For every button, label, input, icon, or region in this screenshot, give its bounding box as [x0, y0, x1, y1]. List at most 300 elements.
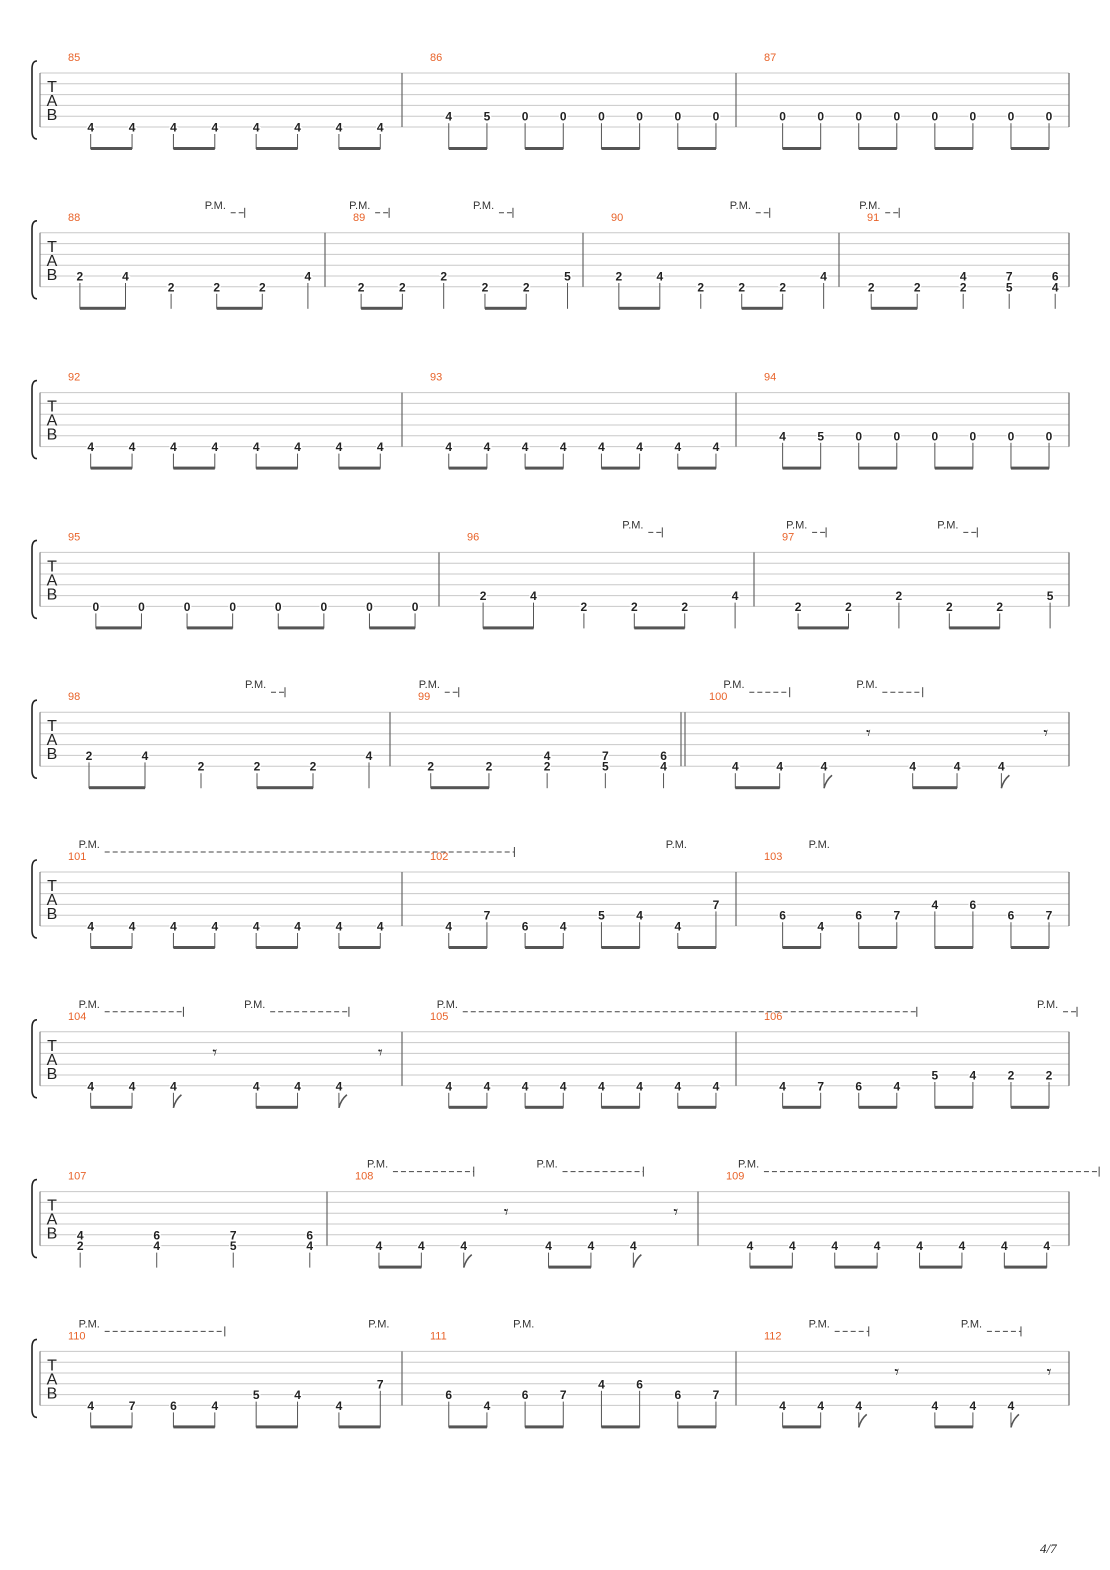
- fret-number: 0: [1045, 429, 1053, 444]
- palm-mute-label: P.M.: [349, 199, 371, 212]
- fret-number: 4: [170, 440, 177, 455]
- fret-number: 2: [945, 599, 953, 614]
- fret-number: 0: [931, 429, 939, 444]
- fret-number: 0: [855, 109, 863, 124]
- beam: [678, 946, 716, 949]
- note-flag: [1011, 1414, 1019, 1427]
- fret-number: 4: [521, 440, 529, 455]
- fret-number: 4: [636, 440, 643, 455]
- fret-number: 6: [855, 908, 863, 923]
- beam: [783, 147, 821, 150]
- measure-number: 95: [68, 531, 81, 544]
- palm-mute-label: P.M.: [536, 1158, 558, 1171]
- note-flag: [859, 1414, 867, 1427]
- fret-number: 2: [845, 599, 852, 614]
- fret-number: 4: [252, 120, 260, 135]
- tab-system: [32, 1318, 1069, 1428]
- fret-number: 4: [656, 269, 664, 284]
- fret-number: 7: [1045, 908, 1053, 923]
- beam: [601, 467, 639, 470]
- measure-number: 105: [430, 1010, 449, 1023]
- measure-number: 91: [867, 211, 880, 224]
- palm-mute-label: P.M.: [244, 998, 266, 1011]
- beam: [173, 946, 214, 949]
- fret-number: 4: [252, 440, 260, 455]
- fret-number: 4: [211, 1398, 219, 1413]
- fret-number: 6: [445, 1388, 453, 1403]
- fret-number: 0: [817, 109, 825, 124]
- measure-number: 108: [355, 1170, 374, 1183]
- fret-number: 2: [253, 759, 261, 774]
- fret-number: 4: [211, 120, 219, 135]
- beam: [256, 147, 297, 150]
- tab-clef-letter: A: [46, 1371, 58, 1389]
- fret-number: 4: [211, 440, 219, 455]
- beam: [485, 307, 526, 310]
- fret-number: 5: [564, 269, 571, 284]
- tab-system: [32, 1159, 1099, 1269]
- fret-number: 4: [817, 1398, 825, 1413]
- fret-number: 4: [820, 269, 827, 284]
- fret-number: 4: [712, 440, 720, 455]
- fret-number: 4: [128, 919, 136, 934]
- fret-number: 0: [183, 599, 191, 614]
- fret-number: 4: [376, 440, 384, 455]
- palm-mute-label: P.M.: [937, 519, 959, 532]
- fret-number: 4: [122, 269, 129, 284]
- fret-number: 4: [817, 919, 825, 934]
- tab-clef-letter: T: [47, 1197, 57, 1215]
- beam: [449, 147, 487, 150]
- fret-number: 6: [306, 1228, 314, 1243]
- fret-number: 4: [445, 440, 453, 455]
- measure-number: 85: [68, 52, 81, 64]
- fret-number: 4: [629, 1239, 637, 1254]
- fret-number: 4: [916, 1239, 923, 1254]
- fret-number: 4: [674, 440, 682, 455]
- beam: [449, 1425, 487, 1428]
- fret-number: 2: [1007, 1068, 1015, 1083]
- fret-number: 6: [521, 1388, 529, 1403]
- fret-number: 5: [252, 1388, 260, 1403]
- tab-clef-letter: B: [46, 1065, 58, 1083]
- system-bracket: [32, 61, 37, 139]
- beam: [935, 1106, 973, 1109]
- fret-number: 2: [738, 280, 746, 295]
- fret-number: 2: [522, 280, 530, 295]
- fret-number: 4: [779, 429, 786, 444]
- beam: [525, 1106, 563, 1109]
- note-flag: [824, 775, 832, 788]
- page-number: 4/7: [1040, 1541, 1057, 1556]
- fret-number: 4: [779, 1079, 786, 1094]
- beam: [935, 147, 973, 150]
- fret-number: 4: [959, 269, 967, 284]
- measure-number: 101: [68, 851, 87, 863]
- fret-number: 4: [559, 1079, 567, 1094]
- tab-clef-letter: A: [46, 252, 58, 270]
- fret-number: 7: [229, 1228, 237, 1243]
- fret-number: 4: [958, 1239, 966, 1254]
- fret-number: 4: [483, 1398, 491, 1413]
- tab-clef-letter: A: [46, 1051, 58, 1069]
- fret-number: 5: [931, 1068, 939, 1083]
- palm-mute-label: P.M.: [418, 679, 440, 692]
- beam: [783, 1425, 821, 1428]
- fret-number: 2: [258, 280, 266, 295]
- fret-number: 4: [969, 1068, 977, 1083]
- beam: [678, 147, 716, 150]
- tab-clef-letter: T: [47, 238, 57, 256]
- fret-number: 4: [674, 1079, 682, 1094]
- fret-number: 4: [598, 1377, 605, 1392]
- fret-number: 4: [712, 1079, 720, 1094]
- beam: [96, 626, 142, 629]
- palm-mute-label: P.M.: [78, 1318, 100, 1331]
- beam: [1011, 467, 1049, 470]
- palm-mute-label: P.M.: [665, 839, 687, 851]
- fret-number: 2: [615, 269, 623, 284]
- eighth-rest-icon: 𝄾: [673, 1202, 679, 1224]
- beam: [256, 946, 297, 949]
- fret-number: 4: [1043, 1239, 1051, 1254]
- beam: [449, 467, 487, 470]
- note-flag: [1001, 775, 1009, 788]
- beam: [173, 147, 214, 150]
- beam: [750, 1266, 792, 1269]
- note-flag: [633, 1255, 641, 1268]
- beam: [173, 1425, 214, 1428]
- beam: [859, 147, 897, 150]
- palm-mute-label: P.M.: [245, 679, 267, 692]
- fret-number: 0: [712, 109, 720, 124]
- fret-number: 4: [969, 1398, 977, 1413]
- beam: [91, 946, 132, 949]
- fret-number: 4: [304, 269, 312, 284]
- beam: [783, 1106, 821, 1109]
- beam: [187, 626, 233, 629]
- beam: [678, 1106, 716, 1109]
- fret-number: 4: [953, 759, 961, 774]
- fret-number: 4: [559, 440, 567, 455]
- fret-number: 4: [335, 1398, 343, 1413]
- measure-number: 93: [430, 371, 443, 384]
- fret-number: 4: [1007, 1398, 1015, 1413]
- fret-number: 4: [460, 1239, 468, 1254]
- fret-number: 6: [1007, 908, 1015, 923]
- fret-number: 4: [376, 919, 384, 934]
- tab-clef-letter: T: [47, 718, 57, 736]
- system-bracket: [32, 1020, 37, 1098]
- fret-number: 0: [320, 599, 328, 614]
- tab-clef-letter: A: [46, 732, 58, 750]
- fret-number: 7: [893, 908, 901, 923]
- fret-number: 4: [306, 1239, 314, 1254]
- fret-number: 4: [559, 919, 567, 934]
- measure-number: 107: [68, 1170, 87, 1183]
- beam: [835, 1266, 877, 1269]
- fret-number: 7: [376, 1377, 384, 1392]
- fret-number: 0: [559, 109, 567, 124]
- tab-clef-letter: T: [47, 1357, 57, 1375]
- palm-mute-label: P.M.: [1037, 998, 1059, 1011]
- beam: [217, 307, 263, 310]
- fret-number: 4: [731, 759, 739, 774]
- measure-number: 90: [611, 211, 624, 224]
- beam: [173, 467, 214, 470]
- fret-number: 0: [893, 429, 901, 444]
- beam: [449, 1106, 487, 1109]
- fret-number: 4: [445, 919, 453, 934]
- beam: [525, 1425, 563, 1428]
- measure-number: 87: [764, 52, 777, 64]
- fret-number: 2: [895, 589, 903, 604]
- tab-clef-letter: A: [46, 93, 58, 110]
- fret-number: 4: [873, 1239, 881, 1254]
- fret-number: 6: [660, 748, 667, 763]
- fret-number: 4: [598, 1079, 605, 1094]
- beam: [913, 786, 957, 789]
- palm-mute-label: P.M.: [368, 1318, 390, 1331]
- fret-number: 4: [170, 919, 177, 934]
- fret-number: 2: [427, 759, 435, 774]
- tab-clef-letter: A: [46, 572, 58, 590]
- fret-number: 7: [817, 1079, 825, 1094]
- fret-number: 4: [855, 1398, 863, 1413]
- beam: [601, 1425, 639, 1428]
- fret-number: 0: [636, 109, 643, 124]
- fret-number: 4: [294, 120, 301, 135]
- beam: [379, 1266, 421, 1269]
- fret-number: 4: [445, 1079, 453, 1094]
- palm-mute-label: P.M.: [856, 679, 878, 692]
- fret-number: 7: [601, 748, 609, 763]
- fret-number: 4: [587, 1239, 595, 1254]
- note-flag: [339, 1095, 347, 1108]
- fret-number: 7: [712, 1388, 720, 1403]
- fret-number: 4: [521, 1079, 529, 1094]
- beam: [619, 307, 660, 310]
- fret-number: 4: [598, 440, 605, 455]
- fret-number: 2: [681, 599, 689, 614]
- fret-number: 2: [213, 280, 221, 295]
- palm-mute-label: P.M.: [808, 1318, 830, 1331]
- fret-number: 4: [335, 1079, 343, 1094]
- fret-number: 4: [779, 1398, 786, 1413]
- fret-number: 4: [543, 748, 551, 763]
- fret-number: 4: [545, 1239, 552, 1254]
- fret-number: 0: [598, 109, 605, 124]
- fret-number: 2: [85, 748, 93, 763]
- beam: [1011, 946, 1049, 949]
- fret-number: 4: [87, 440, 95, 455]
- beam: [256, 1425, 297, 1428]
- beam: [871, 307, 917, 310]
- fret-number: 4: [87, 919, 95, 934]
- fret-number: 2: [996, 599, 1004, 614]
- fret-number: 0: [521, 109, 529, 124]
- tab-system: [32, 679, 1069, 789]
- fret-number: 4: [831, 1239, 839, 1254]
- fret-number: 4: [483, 1079, 491, 1094]
- tab-system: [32, 839, 1069, 949]
- beam: [859, 946, 897, 949]
- beam: [634, 626, 684, 629]
- fret-number: 5: [817, 429, 825, 444]
- system-bracket: [32, 1339, 37, 1417]
- fret-number: 4: [893, 1079, 901, 1094]
- fret-number: 4: [252, 1079, 260, 1094]
- beam: [935, 1425, 973, 1428]
- beam: [80, 307, 126, 310]
- fret-number: 6: [1051, 269, 1059, 284]
- beam: [1011, 1106, 1049, 1109]
- fret-number: 4: [294, 440, 301, 455]
- beam: [1011, 147, 1049, 150]
- fret-number: 2: [580, 599, 588, 614]
- eighth-rest-icon: 𝄾: [1046, 1362, 1052, 1383]
- measure-number: 94: [764, 371, 777, 384]
- eighth-rest-icon: 𝄾: [503, 1202, 509, 1224]
- measure-number: 89: [353, 211, 366, 224]
- fret-number: 2: [76, 1239, 84, 1254]
- fret-number: 2: [794, 599, 802, 614]
- fret-number: 0: [411, 599, 419, 614]
- fret-number: 4: [87, 1398, 95, 1413]
- beam: [525, 147, 563, 150]
- palm-mute-label: P.M.: [513, 1318, 535, 1331]
- beam: [91, 1425, 132, 1428]
- fret-number: 4: [153, 1239, 161, 1254]
- beam: [783, 946, 821, 949]
- fret-number: 0: [674, 109, 682, 124]
- fret-number: 2: [357, 280, 365, 295]
- tab-clef-letter: T: [47, 79, 57, 96]
- measure-number: 99: [418, 691, 431, 704]
- tab-system: [32, 372, 1069, 470]
- beam: [678, 1425, 716, 1428]
- fret-number: 2: [481, 280, 489, 295]
- fret-number: 4: [335, 120, 343, 135]
- beam: [678, 467, 716, 470]
- beam: [339, 467, 380, 470]
- fret-number: 2: [485, 759, 493, 774]
- beam: [525, 946, 563, 949]
- beam: [601, 946, 639, 949]
- fret-number: 4: [788, 1239, 796, 1254]
- fret-number: 4: [636, 1079, 643, 1094]
- fret-number: 0: [274, 599, 282, 614]
- fret-number: 6: [779, 908, 786, 923]
- fret-number: 0: [855, 429, 863, 444]
- fret-number: 4: [170, 1079, 177, 1094]
- palm-mute-label: P.M.: [78, 839, 100, 851]
- tab-clef-letter: A: [46, 1211, 58, 1229]
- eighth-rest-icon: 𝄾: [865, 722, 871, 744]
- fret-number: 6: [636, 1377, 643, 1392]
- note-flag: [173, 1095, 181, 1108]
- fret-number: 7: [712, 897, 720, 912]
- tab-system: [32, 999, 1077, 1109]
- measure-number: 103: [764, 851, 783, 863]
- fret-number: 4: [87, 1079, 95, 1094]
- tab-system: [32, 52, 1069, 150]
- beam: [339, 946, 380, 949]
- beam: [783, 467, 821, 470]
- palm-mute-label: P.M.: [808, 839, 830, 851]
- palm-mute-label: P.M.: [723, 679, 745, 692]
- measure-number: 111: [430, 1330, 447, 1343]
- fret-number: 4: [252, 919, 260, 934]
- fret-number: 4: [141, 748, 149, 763]
- fret-number: 7: [483, 908, 491, 923]
- palm-mute-label: P.M.: [786, 519, 808, 532]
- system-bracket: [32, 1180, 37, 1258]
- palm-mute-label: P.M.: [204, 199, 226, 212]
- fret-number: 0: [366, 599, 373, 614]
- palm-mute-label: P.M.: [729, 199, 751, 212]
- fret-number: 4: [931, 897, 939, 912]
- fret-number: 4: [636, 908, 643, 923]
- measure-number: 110: [68, 1330, 86, 1343]
- fret-number: 0: [779, 109, 786, 124]
- fret-number: 0: [1045, 109, 1053, 124]
- fret-number: 4: [746, 1239, 754, 1254]
- beam: [601, 1106, 639, 1109]
- fret-number: 2: [1045, 1068, 1053, 1083]
- fret-number: 7: [1005, 269, 1013, 284]
- tab-clef-letter: B: [46, 586, 58, 604]
- fret-number: 4: [445, 109, 453, 124]
- eighth-rest-icon: 𝄾: [894, 1362, 900, 1383]
- eighth-rest-icon: 𝄾: [212, 1042, 218, 1064]
- fret-number: 4: [376, 120, 384, 135]
- palm-mute-label: P.M.: [78, 998, 100, 1011]
- palm-mute-label: P.M.: [737, 1158, 760, 1171]
- beam: [935, 467, 973, 470]
- fret-number: 4: [294, 1079, 301, 1094]
- fret-number: 0: [92, 599, 100, 614]
- beam: [735, 786, 779, 789]
- tab-system: [32, 200, 1069, 310]
- palm-mute-label: P.M.: [960, 1318, 983, 1331]
- beam: [859, 467, 897, 470]
- beam: [525, 467, 563, 470]
- fret-number: 2: [697, 280, 705, 295]
- tab-clef-letter: T: [47, 878, 57, 895]
- palm-mute-label: P.M.: [366, 1158, 389, 1171]
- fret-number: 2: [309, 759, 317, 774]
- fret-number: 7: [128, 1398, 136, 1413]
- fret-number: 4: [294, 1388, 301, 1403]
- measure-number: 106: [764, 1010, 783, 1023]
- fret-number: 5: [598, 908, 605, 923]
- tab-clef-letter: B: [46, 746, 58, 764]
- fret-number: 6: [855, 1079, 863, 1094]
- fret-number: 2: [630, 599, 638, 614]
- fret-number: 4: [170, 120, 177, 135]
- beam: [257, 786, 313, 789]
- beam: [256, 1106, 297, 1109]
- beam: [935, 946, 973, 949]
- beam: [483, 626, 533, 629]
- fret-number: 4: [731, 589, 739, 604]
- fret-number: 2: [167, 280, 175, 295]
- tab-clef-letter: T: [47, 1037, 57, 1055]
- fret-number: 0: [229, 599, 237, 614]
- eighth-rest-icon: 𝄾: [377, 1042, 383, 1064]
- fret-number: 4: [335, 440, 343, 455]
